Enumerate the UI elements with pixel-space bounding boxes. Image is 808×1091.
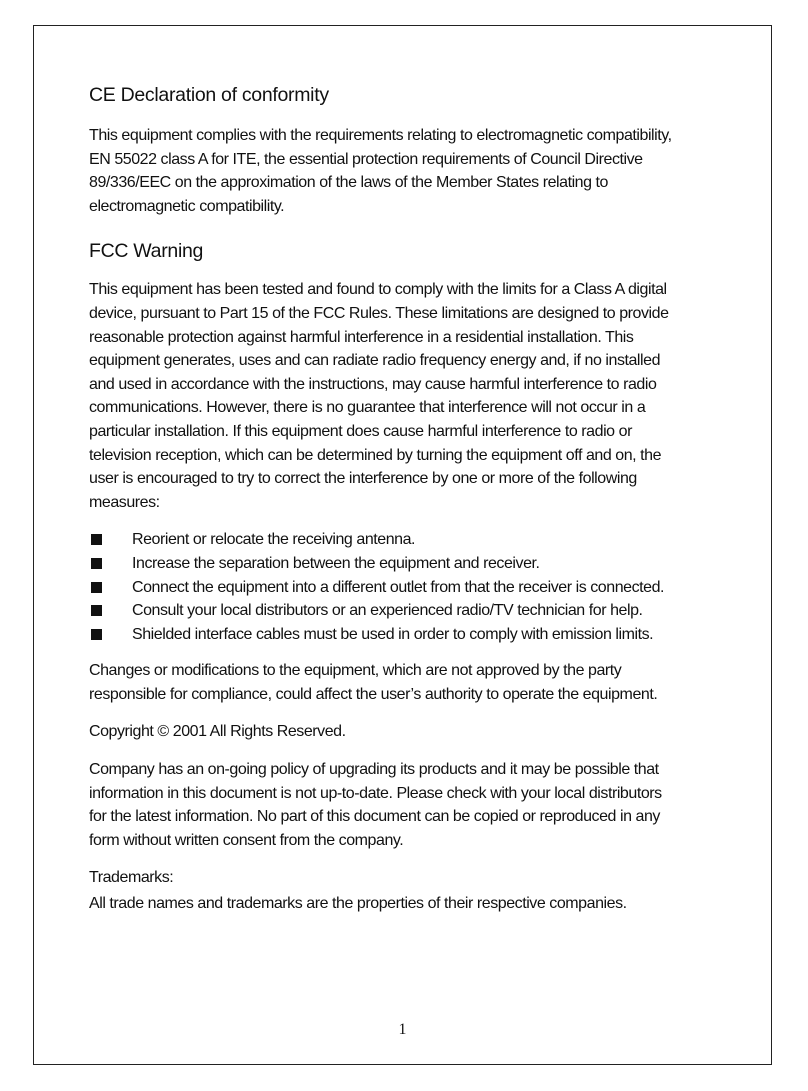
- fcc-line: and used in accordance with the instructions, may cause harmful interference to radio: [89, 375, 657, 393]
- ce-line: electromagnetic compatibility.: [89, 197, 285, 215]
- policy-line: Company has an on-going policy of upgrading its products and it may be possible that: [89, 761, 659, 779]
- trademarks-text: All trade names and trademarks are the properties of their respective companies.: [89, 895, 627, 913]
- fcc-line: This equipment has been tested and found to comply with the limits for a Class A digital: [89, 281, 667, 299]
- measure-text: Shielded interface cables must be used in order to comply with emission limits.: [132, 625, 654, 643]
- fcc-line: reasonable protection against harmful interference in a residential installation. This: [89, 328, 634, 346]
- square-bullet-icon: [91, 629, 102, 640]
- fcc-line: user is encouraged to try to correct the interference by one or more of the following: [89, 470, 637, 488]
- policy-line: form without written consent from the company.: [89, 831, 404, 849]
- fcc-line: television reception, which can be determined by turning the equipment off and on, the: [89, 446, 662, 464]
- measure-text: Increase the separation between the equipment and receiver.: [132, 554, 540, 572]
- changes-line: responsible for compliance, could affect the user’s authority to operate the equipment.: [89, 685, 658, 703]
- trademarks-label: Trademarks:: [89, 869, 174, 887]
- square-bullet-icon: [91, 534, 102, 545]
- fcc-measures-list: [89, 528, 739, 646]
- ce-line: This equipment complies with the requirements relating to electromagnetic compatibility,: [89, 127, 672, 144]
- measure-text: Connect the equipment into a different outlet from that the receiver is connected.: [132, 578, 665, 596]
- list-item: [89, 623, 739, 647]
- page-content: [89, 82, 739, 916]
- ce-heading: CE Declaration of conformity: [89, 84, 329, 106]
- changes-paragraph: [89, 659, 739, 706]
- document-page: [33, 25, 772, 1065]
- fcc-line: measures:: [89, 493, 160, 511]
- ce-line: 89/336/EEC on the approximation of the laws of the Member States relating to: [89, 174, 609, 192]
- measure-text: Reorient or relocate the receiving antenna.: [132, 531, 416, 549]
- measure-text: Consult your local distributors or an experienced radio/TV technician for help.: [132, 602, 643, 620]
- copyright-notice: Copyright © 2001 All Rights Reserved.: [89, 723, 346, 741]
- fcc-paragraph: [89, 278, 739, 514]
- ce-line: EN 55022 class A for ITE, the essential protection requirements of Council Directive: [89, 150, 643, 168]
- fcc-line: device, pursuant to Part 15 of the FCC Rules. These limitations are designed to provide: [89, 304, 669, 322]
- fcc-heading: FCC Warning: [89, 240, 204, 263]
- policy-line: for the latest information. No part of this document can be copied or reproduced in any: [89, 808, 660, 826]
- square-bullet-icon: [91, 582, 102, 593]
- square-bullet-icon: [91, 558, 102, 569]
- list-item: [89, 599, 739, 623]
- changes-line: Changes or modifications to the equipment, which are not approved by the party: [89, 662, 622, 680]
- policy-line: information in this document is not up-to-date. Please check with your local distributors: [89, 784, 662, 802]
- fcc-line: particular installation. If this equipment does cause harmful interference to radio or: [89, 422, 632, 440]
- list-item: [89, 552, 739, 576]
- ce-paragraph: [89, 124, 739, 218]
- fcc-line: communications. However, there is no guarantee that interference will not occur in a: [89, 399, 646, 417]
- policy-paragraph: [89, 758, 739, 852]
- fcc-line: equipment generates, uses and can radiate radio frequency energy and, if no installed: [89, 352, 661, 370]
- page-number: 1: [398, 1021, 407, 1038]
- list-item: [89, 528, 739, 552]
- square-bullet-icon: [91, 605, 102, 616]
- list-item: [89, 576, 739, 600]
